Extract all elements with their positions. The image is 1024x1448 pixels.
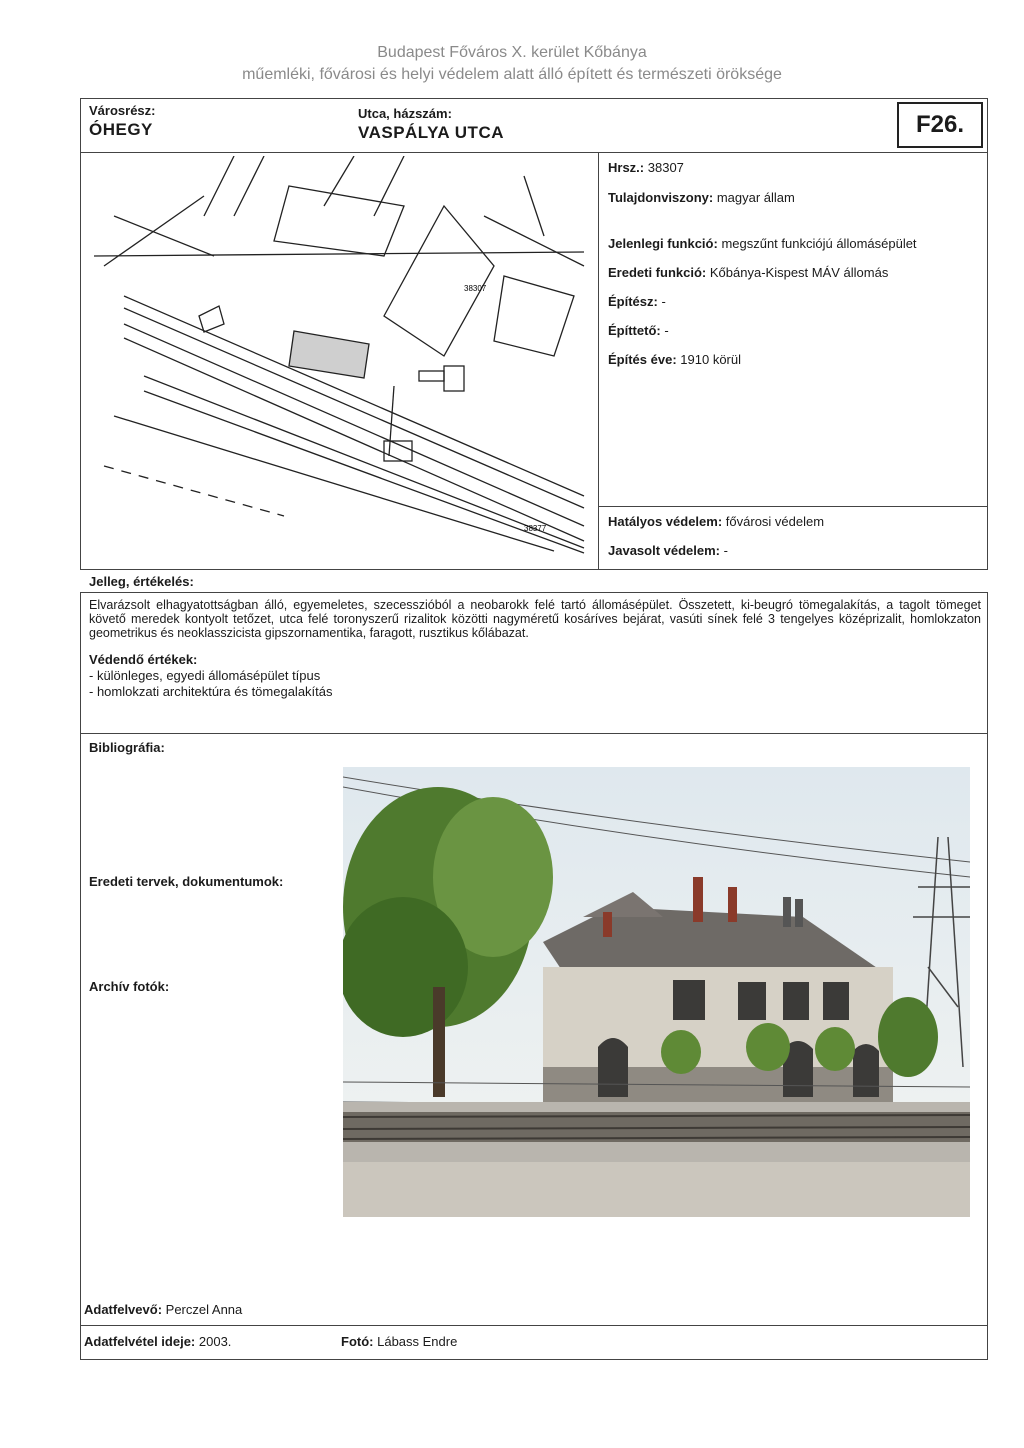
value-item-2: - homlokzati architektúra és tömegalakítás <box>89 684 333 699</box>
current-function-row: Jelenlegi funkció: megszűnt funkciójú állomásépület <box>608 236 917 251</box>
map-label-2: 38377 <box>524 524 547 533</box>
header-line-1: Budapest Főváros X. kerület Kőbánya <box>377 44 647 61</box>
district-value: ÓHEGY <box>89 120 153 139</box>
bibliography-label: Bibliográfia: <box>89 740 165 755</box>
character-text: Elvarázsolt elhagyatottságban álló, egyemeletes, szecesszióból a neobarokk felé tartó állomásépület. Összetett, ki-beugró tömegalakítás, a tagolt tömeget követő meredek kontyolt tetőzet, utca felé toronyszerű rizalitok közötti nagyméretű kosáríves bejárat, vasúti sínek felé 3 tengelyes középrizalit, homlokzaton geometrikus és neoklasszicista gipszornamentika, faragott, rusztikus kőlábazat. <box>89 598 981 640</box>
value-item-1: - különleges, egyedi állomásépület típus <box>89 668 321 683</box>
photo-credit-row: Fotó: Lábass Endre <box>341 1334 458 1349</box>
street-label: Utca, házszám: <box>358 106 452 121</box>
top-row <box>80 98 988 153</box>
plans-label: Eredeti tervek, dokumentumok: <box>89 874 284 889</box>
proposed-protection-row: Javasolt védelem: - <box>608 543 728 558</box>
sheet-code: F26. <box>897 102 983 148</box>
year-row: Építés éve: 1910 körül <box>608 352 741 367</box>
station-photo <box>343 767 970 1217</box>
values-heading: Védendő értékek: <box>89 652 198 667</box>
recorder-row: Adatfelvevő: Perczel Anna <box>84 1302 243 1317</box>
footer-divider <box>80 1325 988 1326</box>
archive-label: Archív fotók: <box>89 979 170 994</box>
current-protection-row: Hatályos védelem: fővárosi védelem <box>608 514 825 529</box>
station-plot-highlight <box>289 331 369 378</box>
original-function-row: Eredeti funkció: Kőbánya-Kispest MÁV állomás <box>608 265 889 280</box>
header-line-2: műemléki, fővárosi és helyi védelem alatt álló épített és természeti öröksége <box>242 66 782 83</box>
map-label-1: 38307 <box>464 284 487 293</box>
district-label: Városrész: <box>89 103 156 118</box>
hrsz-row: Hrsz.: 38307 <box>608 160 684 175</box>
character-heading: Jelleg, értékelés: <box>89 574 194 589</box>
date-row: Adatfelvétel ideje: 2003. <box>84 1334 232 1349</box>
architect-row: Építész: - <box>608 294 666 309</box>
street-value: VASPÁLYA UTCA <box>358 123 504 142</box>
builder-row: Építtető: - <box>608 323 669 338</box>
info-divider <box>598 506 988 507</box>
cadastral-map <box>84 156 596 566</box>
owner-row: Tulajdonviszony: magyar állam <box>608 190 795 205</box>
